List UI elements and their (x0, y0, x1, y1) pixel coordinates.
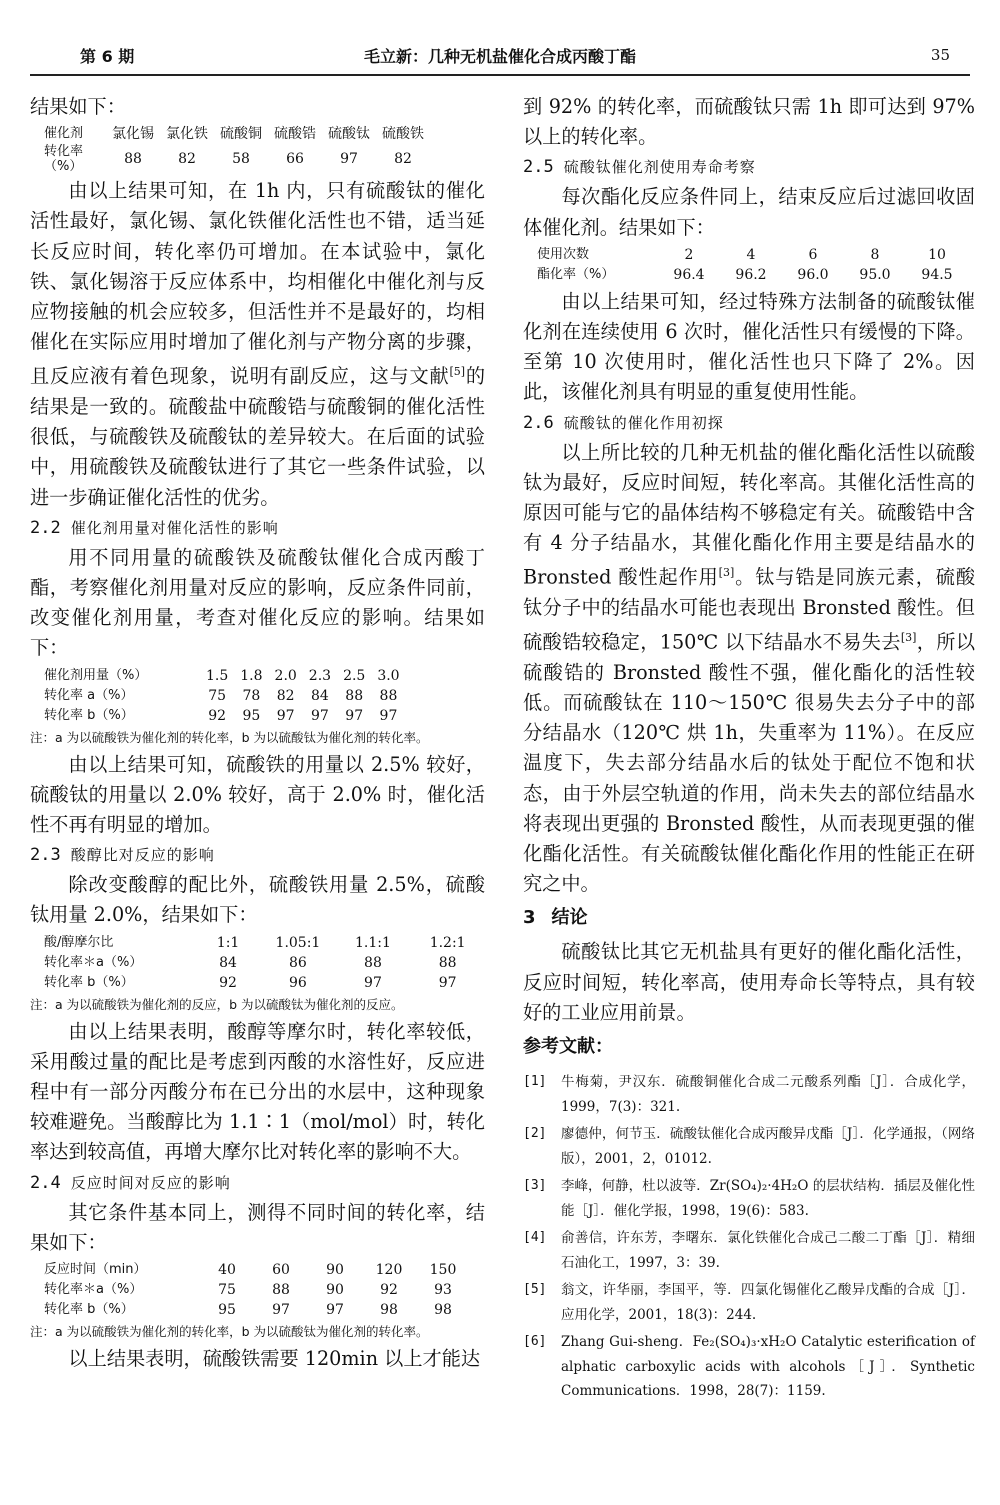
reference-text: 翁文，许华丽，李国平，等．四氯化锡催化乙酸异戊酯的合成［J］．应用化学，2001，18(3)：244. (561, 1282, 975, 1323)
table-cell: 1.5 (206, 667, 229, 684)
reference-text: 李峰，何静，杜以波等．Zr(SO₄)₂·4H₂O 的层状结构．插层及催化性能［J］．催化学报，1998，19(6)：583. (561, 1178, 975, 1219)
table-cell: 2.3 (308, 667, 332, 684)
ratio-table (44, 933, 485, 993)
table-cell: 3.0 (377, 667, 400, 684)
section-heading (523, 408, 975, 438)
paragraph-text: 由以上结果可知，在 1h 内，只有硫酸钛的催化活性最好，氯化锡、氯化铁催化活性也不错，适当延长反应时间，转化率仍可增加。在本试验中，氯化铁、氯化锡溶于反应体系中，均相催化中催化剂与反应物接触的机会应较多，但活性并不是最好的，均相催化在实际应用时增加了催化剂与产物分离的步骤，且反应液有着色现象，说明有副反应，这与文献 (30, 179, 485, 388)
reference-number: [4] (523, 1230, 547, 1246)
section-number: 2.3 (30, 845, 61, 866)
table-cell: 95.0 (859, 266, 891, 283)
section-title: 硫酸钛催化剂使用寿命考察 (563, 158, 756, 177)
time-table (44, 1260, 470, 1320)
results-intro: 结果如下： (30, 95, 126, 118)
lifetime-table (537, 245, 968, 285)
table-cell: 96 (289, 974, 307, 991)
reference-item (523, 1070, 975, 1119)
reference-item (523, 1226, 975, 1275)
running-title: 毛立新：几种无机盐催化合成丙酸丁酯 (363, 47, 636, 66)
paragraph-text: 以上所比较的几种无机盐的催化酯化活性以硫酸钛为最好，反应时间短，转化率高。其催化活性高的原因可能与它的晶体结构不够稳定有关。硫酸锆中含有 4 分子结晶水，其催化酯化作用主要是结晶水的 Bronsted 酸性起作用 (523, 440, 975, 589)
table-row (44, 1300, 470, 1320)
table-cell: 75 (218, 1282, 236, 1299)
reference-text: Zhang Gui-sheng．Fe₂(SO₄)₃·xH₂O Catalytic esterification of alphatic carboxylic acids with alcohols［J］．Synthetic Communications．1998，28(7)：1159. (561, 1334, 975, 1400)
table-row (44, 973, 485, 993)
table-cell: 96.4 (673, 266, 705, 283)
table-cell: 酸/醇摩尔比 (44, 934, 114, 950)
table-cell: 转化率 b（%） (44, 974, 134, 990)
table-cell: 58 (232, 151, 250, 168)
table-cell: 78 (242, 687, 261, 704)
paragraph: 硫酸钛比其它无机盐具有更好的催化酯化活性，反应时间短，转化率高，使用寿命长等特点，具有较好的工业应用前景。 (523, 940, 975, 1024)
section-number: 2.5 (523, 157, 554, 178)
table-cell: 94.5 (921, 266, 953, 283)
table-cell: 2.5 (343, 667, 366, 684)
table-cell: 转化率 b（%） (44, 1302, 134, 1318)
table-cell: 96.0 (797, 266, 829, 283)
reference-text: 廖德仲，何节玉．硫酸钛催化合成丙酸异戊酯［J］．化学通报，（网络版），2001，2，01012. (561, 1126, 975, 1167)
table-cell: 82 (394, 151, 412, 168)
table-cell: 97 (345, 707, 364, 724)
reference-text: 俞善信，许东芳，李曙东．氯化铁催化合成己二酸二丁酯［J］．精细石油化工，1997，3：39. (561, 1230, 975, 1271)
citation: [5] (449, 365, 466, 379)
section-number: 2.6 (523, 412, 554, 433)
table-cell: 97 (326, 1302, 344, 1319)
paragraph-text: 。钛与锆是同族元素，硫酸钛分子中的结晶水可能也表现出 Bronsted 酸性。但硫酸锆较稳定，150℃ 以下结晶水不易失去 (523, 565, 976, 654)
table-cell: 75 (208, 687, 227, 704)
table-cell: 97 (364, 974, 382, 991)
reference-item (523, 1174, 975, 1223)
table-row (44, 144, 430, 174)
table-cell: 硫酸铁 (382, 126, 424, 143)
paragraph: 到 92% 的转化率，而硫酸钛只需 1h 即可达到 97% 以上的转化率。 (523, 95, 975, 149)
table-cell: 10 (928, 246, 946, 263)
table-cell: 92 (219, 974, 237, 991)
table-cell: 95 (218, 1302, 236, 1319)
section-title: 硫酸钛的催化作用初探 (563, 413, 724, 432)
paragraph: 其它条件基本同上，测得不同时间的转化率，结果如下： (30, 1200, 485, 1254)
table-cell: 2 (684, 246, 694, 263)
table-cell: 1.05:1 (275, 934, 321, 951)
table-cell: 反应时间（min） (44, 1262, 147, 1278)
table-cell: 93 (434, 1282, 452, 1299)
reference-number: [3] (523, 1178, 547, 1194)
section-title: 结论 (551, 907, 588, 929)
section-heading (30, 1168, 485, 1198)
table-cell: 8 (870, 246, 880, 263)
table-cell: 1:1 (216, 934, 240, 951)
table-row (537, 245, 968, 265)
table-cell: 硫酸锆 (274, 126, 316, 143)
table-cell: 82 (276, 687, 295, 704)
section-title: 反应时间对反应的影响 (70, 1173, 231, 1192)
table-row (44, 1280, 470, 1300)
table-note: 注：a 为以硫酸铁为催化剂的转化率，b 为以硫酸钛为催化剂的转化率。 (30, 1324, 429, 1340)
table-cell: 97 (379, 707, 398, 724)
table-cell: 88 (124, 151, 142, 168)
table-row (44, 666, 406, 686)
table-row (44, 1260, 470, 1280)
paragraph-text: 的结果是一致的。硫酸盐中硫酸锆与硫酸铜的催化活性很低，与硫酸铁及硫酸钛的差异较大。在后面的试验中，用硫酸铁及硫酸钛进行了其它一些条件试验，以进一步确证催化活性的优劣。 (30, 364, 486, 509)
reference-text: 牛梅菊，尹汉东．硫酸铜催化合成二元酸系列酯［J］．合成化学，1999，7(3)：321. (561, 1074, 975, 1115)
references-title: 参考文献： (523, 1036, 613, 1058)
table-cell: 6 (808, 246, 818, 263)
table-cell: 92 (380, 1282, 398, 1299)
table-cell: 硫酸铜 (220, 126, 262, 143)
table-cell: 90 (326, 1282, 344, 1299)
dosage-table (44, 666, 406, 726)
reference-number: [1] (523, 1074, 547, 1090)
reference-item (523, 1122, 975, 1171)
paragraph (523, 438, 975, 900)
table-cell: 86 (289, 954, 307, 971)
table-cell: 转化率（%） (44, 144, 84, 175)
running-header (30, 38, 970, 76)
section-title: 催化剂用量对催化活性的影响 (70, 518, 279, 537)
table-cell: 1.8 (240, 667, 263, 684)
reference-number: [2] (523, 1126, 547, 1142)
table-cell: 120 (375, 1262, 403, 1279)
table-cell: 96.2 (735, 266, 767, 283)
section-number: 2.4 (30, 1172, 61, 1193)
paragraph: 由以上结果可知，硫酸铁的用量以 2.5% 较好，硫酸钛的用量以 2.0% 较好，高于 2.0% 时，催化活性不再有明显的增加。 (30, 752, 485, 837)
paragraph: 用不同用量的硫酸铁及硫酸钛催化合成丙酸丁酯，考察催化剂用量对反应的影响，反应条件同前，改变催化剂用量，考查对催化反应的影响。结果如下： (30, 545, 485, 660)
table-cell: 98 (380, 1302, 398, 1319)
table-cell: 40 (218, 1262, 236, 1279)
table-cell: 催化剂用量（%） (44, 667, 148, 683)
table-cell: 转化率＊a（%） (44, 1282, 143, 1298)
table-cell: 97 (272, 1302, 290, 1319)
paragraph: 每次酯化反应条件同上，结束反应后过滤回收固体催化剂。结果如下： (523, 185, 975, 239)
table-cell: 硫酸钛 (328, 126, 370, 143)
right-column (523, 92, 975, 1407)
table-cell: 92 (208, 707, 227, 724)
section-heading (523, 152, 975, 182)
issue-number: 第 6 期 (80, 47, 135, 66)
table-cell: 88 (272, 1282, 290, 1299)
table-row (537, 265, 968, 285)
reference-item (523, 1330, 975, 1404)
section-heading (30, 840, 485, 870)
reference-list (523, 1070, 975, 1404)
table-cell: 97 (311, 707, 329, 724)
citation: [3] (900, 631, 917, 645)
section-number: 3 (523, 907, 536, 929)
table-cell: 使用次数 (537, 246, 590, 262)
paragraph: 除改变酸醇的配比外，硫酸铁用量 2.5%，硫酸钛用量 2.0%，结果如下： (30, 873, 485, 927)
reference-item (523, 1278, 975, 1327)
table-cell: 98 (434, 1302, 452, 1319)
paragraph-text: ，所以硫酸锆的 Bronsted 酸性不强，催化酯化的活性较低。而硫酸钛在 110～150℃ 很易失去分子中的部分结晶水（120℃ 烘 1h，失重率为 11%）。在反应温度下，失去部分结晶水后的钛处于配位不饱和状态，由于外层空轨道的作用，尚未失去的部位结晶水将表现出更强的 Bronsted 酸性，从而表现更强的催化酯化活性。有关硫酸钛催化酯化作用的性能正在研究之中。 (523, 630, 976, 896)
table-cell: 转化率 a（%） (44, 687, 134, 703)
section-heading (30, 513, 485, 543)
table-cell: 88 (438, 954, 457, 971)
table-row (44, 933, 485, 953)
paragraph: 以上结果表明，硫酸铁需要 120min 以上才能达 (68, 1347, 481, 1371)
reference-number: [5] (523, 1282, 547, 1298)
table-cell: 150 (429, 1262, 457, 1279)
table-cell: 2.0 (274, 667, 297, 684)
table-cell: 82 (178, 151, 196, 168)
table-cell: 4 (746, 246, 756, 263)
table-cell: 催化剂 (44, 126, 84, 142)
paragraph (30, 176, 485, 513)
catalyst-table (44, 124, 430, 174)
paragraph: 由以上结果可知，经过特殊方法制备的硫酸钛催化剂在连续使用 6 次时，催化活性只有缓慢的下降。至第 10 次使用时，催化活性也只下降了 2%。因此，该催化剂具有明显的重复使用性能。 (523, 289, 975, 404)
table-note: 注：a 为以硫酸铁为催化剂的转化率，b 为以硫酸钛为催化剂的转化率。 (30, 729, 429, 745)
table-cell: 84 (219, 954, 237, 971)
reference-number: [6] (523, 1334, 547, 1350)
table-cell: 氯化铁 (166, 126, 208, 143)
paragraph: 由以上结果表明，酸醇等摩尔时，转化率较低，采用酸过量的配比是考虑到丙酸的水溶性好，反应进程中有一部分丙酸分布在已分出的水层中，这种现象较难避免。当酸醇比为 1.1∶1（mol/mol）时，转化率达到较高值，再增大摩尔比对转化率的影响不大。 (30, 1019, 485, 1164)
table-cell: 转化率 b（%） (44, 707, 134, 723)
page-number: 35 (930, 46, 950, 64)
table-cell: 88 (345, 687, 364, 704)
left-column (30, 92, 485, 1374)
table-cell: 84 (311, 687, 329, 704)
table-cell: 氯化锡 (112, 126, 154, 143)
table-cell: 1.1:1 (355, 934, 391, 951)
table-cell: 1.2:1 (429, 934, 466, 951)
table-cell: 66 (286, 151, 304, 168)
table-note: 注：a 为以硫酸铁为催化剂的反应，b 为以硫酸钛为催化剂的反应。 (30, 996, 404, 1012)
table-cell: 60 (272, 1262, 290, 1279)
table-cell: 95 (242, 707, 261, 724)
table-cell: 90 (326, 1262, 344, 1279)
section-number: 2.2 (30, 517, 61, 538)
citation: [3] (718, 566, 735, 580)
table-row (44, 124, 430, 144)
table-cell: 转化率＊a（%） (44, 954, 143, 970)
table-row (44, 706, 406, 726)
table-cell: 酯化率（%） (537, 266, 615, 282)
table-cell: 88 (364, 954, 382, 971)
table-cell: 88 (379, 687, 398, 704)
table-cell: 97 (340, 151, 358, 168)
table-cell: 97 (438, 974, 457, 991)
table-row (44, 686, 406, 706)
section-title: 酸醇比对反应的影响 (70, 846, 215, 865)
table-row (44, 953, 485, 973)
section-heading (523, 903, 975, 933)
table-cell: 97 (276, 707, 295, 724)
